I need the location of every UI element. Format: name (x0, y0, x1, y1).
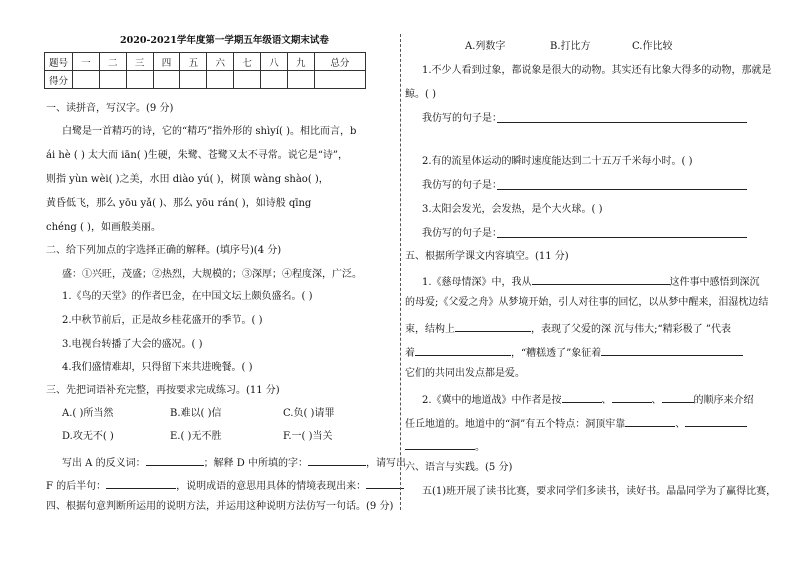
table-cell: 题号 (45, 53, 73, 71)
q3-idiom: A.( )所当然 (62, 408, 114, 419)
method-option: C.作比较 (632, 41, 673, 52)
q5-text: 着 (405, 348, 415, 359)
q5-text: 的顺序来介绍 (693, 395, 754, 406)
table-cell: 八 (261, 53, 288, 71)
antonym-blank[interactable] (146, 456, 204, 466)
sentence-1: 1.不少人看到过象，都说象是很大的动物。其实还有比象大得多的动物，那就是 (422, 65, 772, 76)
q1-line: 则指 yùn wèi( )之美，水田 diào yú( )，树顶 wàng shào( )， (46, 174, 329, 185)
score-input-cell[interactable] (287, 71, 314, 89)
q3-antonym-line (62, 456, 406, 469)
fill-blank[interactable] (562, 393, 602, 403)
fill-blank[interactable] (601, 346, 743, 356)
score-row-headers (45, 53, 366, 71)
q4-heading: 四、根据句意判断所运用的说明方法，并运用这种说明方法仿写一句话。(9 分) (46, 501, 394, 512)
table-cell: 三 (126, 53, 153, 71)
table-cell: 二 (99, 53, 126, 71)
q3-text: ，说明成语的意思用具体的情境表现出来： (176, 481, 367, 492)
q5-line (422, 393, 754, 406)
imitate-label: 我仿写的句子是： (422, 180, 502, 191)
fill-blank[interactable] (405, 440, 475, 450)
q3-idiom: E.( )无不胜 (170, 431, 222, 442)
q1-line: chéng ( )，如画般美丽。 (46, 222, 161, 233)
sentence-2: 2.有的流星体运动的瞬时速度能达到二十五万千米每小时。( ) (422, 156, 693, 167)
q5-text: 。 (475, 442, 485, 453)
fill-blank[interactable] (625, 417, 675, 427)
score-input-cell[interactable] (261, 71, 288, 89)
q2-item: 3.电视台转播了大会的盛况。( ) (62, 339, 203, 350)
q1-line: 白鹭是一首精巧的诗，它的“精巧”指外形的 shìyí( )。相比而言，b (62, 126, 357, 137)
q3-idiom: F.一( )当关 (283, 431, 333, 442)
q5-text: 束，结构上 (405, 324, 455, 335)
q5-line: 的母爱;《父爱之舟》从梦境开始，引人对往事的回忆，以从梦中醒来，泪湿枕边结 (405, 297, 769, 308)
answer-line[interactable] (497, 237, 747, 238)
explain-blank[interactable] (308, 456, 366, 466)
q6-heading: 六、语言与实践。(5 分) (405, 462, 513, 473)
q3-text: F 的后半句： (46, 481, 107, 492)
table-cell: 得分 (45, 71, 73, 89)
q3-idiom: B.难以( )信 (170, 408, 222, 419)
score-input-cell[interactable] (73, 71, 100, 89)
fill-blank[interactable] (532, 275, 670, 285)
q3-text: 写出 A 的反义词： (62, 458, 146, 469)
q2-heading: 二、给下列加点的字选择正确的解释。(填序号)(4 分) (46, 245, 282, 256)
q5-line (405, 417, 747, 430)
exam-title: 2020-2021学年度第一学期五年级语文期末试卷 (120, 35, 329, 46)
table-cell: 九 (287, 53, 314, 71)
q5-text: ，表现了父爱的深 沉与伟大;“精彩极了 ”代表 (531, 324, 731, 335)
q2-item: 4.我们盛情难却，只得留下来共进晚餐。( ) (62, 362, 253, 373)
score-row-values (45, 71, 366, 89)
table-cell: 一 (73, 53, 100, 71)
q2-item: 2.中秋节前后，正是故乡桂花盛开的季节。( ) (62, 315, 263, 326)
table-cell: 总分 (314, 53, 365, 71)
q5-line (405, 440, 485, 453)
fill-blank[interactable] (455, 322, 531, 332)
q5-line (405, 346, 743, 359)
imitate-label: 我仿写的句子是： (422, 228, 502, 239)
q5-line (405, 322, 731, 335)
score-input-cell[interactable] (126, 71, 153, 89)
q5-text: 、 (601, 395, 612, 406)
q6-line: 五(1)班开展了读书比赛，要求同学们多读书，读好书。晶晶同学为了赢得比赛， (422, 486, 777, 497)
q5-text: 1.《慈母情深》中，我从 (422, 277, 532, 288)
q1-line: ái hè ( ) 太大而 iān( )生硬，朱鹭、苍鹭又太不寻常。说它是“诗”， (46, 150, 349, 161)
fill-blank[interactable] (612, 393, 652, 403)
table-cell: 五 (180, 53, 207, 71)
fill-blank[interactable] (662, 393, 694, 403)
score-input-cell[interactable] (99, 71, 126, 89)
imitate-label: 我仿写的句子是： (422, 113, 502, 124)
table-cell: 七 (234, 53, 261, 71)
q5-text: 任丘地道的。地道中的“洞”有五个特点：洞顶牢靠 (405, 419, 626, 430)
q1-line: 黄昏低飞，那么 yōu yǎ( )、那么 yōu rán( )，如诗般 qīng (46, 198, 312, 209)
q3-text: ；解释 D 中所填的字： (203, 458, 308, 469)
table-cell: 六 (207, 53, 234, 71)
q5-heading: 五、根据所学课文内容填空。(11 分) (405, 251, 569, 262)
q5-text: 2.《冀中的地道战》中作者是按 (422, 395, 562, 406)
method-option: A.列数字 (465, 41, 506, 52)
q3-text: ，请写出 (365, 458, 406, 469)
sentence-1-cont: 鲸。( ) (405, 89, 436, 100)
table-cell: 四 (153, 53, 180, 71)
score-input-cell[interactable] (314, 71, 365, 89)
q5-line (422, 275, 760, 288)
q3-heading: 三、先把词语补充完整，再按要求完成练习。(11 分) (46, 385, 280, 396)
score-table (44, 52, 366, 89)
q5-text: 、 (675, 419, 686, 430)
method-option: B.打比方 (550, 41, 591, 52)
scenario-blank[interactable] (366, 479, 404, 489)
fill-blank[interactable] (415, 346, 511, 356)
score-input-cell[interactable] (207, 71, 234, 89)
q1-heading: 一、读拼音，写汉字。(9 分) (46, 103, 174, 114)
score-input-cell[interactable] (180, 71, 207, 89)
answer-line[interactable] (497, 122, 747, 123)
q5-text: 这件事中感悟到深沉 (669, 277, 760, 288)
fill-blank[interactable] (685, 417, 747, 427)
second-half-blank[interactable] (106, 479, 176, 489)
q2-options: 盛：①兴旺，茂盛；②热烈，大规模的；③深厚；④程度深，广泛。 (62, 269, 362, 280)
q3-idiom: C.负( )请罪 (283, 408, 335, 419)
q3-idiom: D.攻无不( ) (62, 431, 114, 442)
sentence-3: 3.太阳会发光，会发热，是个大火球。( ) (422, 204, 603, 215)
column-divider (400, 34, 401, 510)
score-input-cell[interactable] (153, 71, 180, 89)
q2-item: 1.《鸟的天堂》的作者巴金，在中国文坛上颇负盛名。( ) (62, 291, 313, 302)
q5-text: 、 (651, 395, 662, 406)
q5-text: ，“糟糕透了”象征着 (511, 348, 602, 359)
q5-line: 它们的共同出发点都是爱。 (405, 368, 525, 379)
q3-second-half-line (46, 479, 404, 492)
score-input-cell[interactable] (234, 71, 261, 89)
answer-line[interactable] (497, 189, 747, 190)
